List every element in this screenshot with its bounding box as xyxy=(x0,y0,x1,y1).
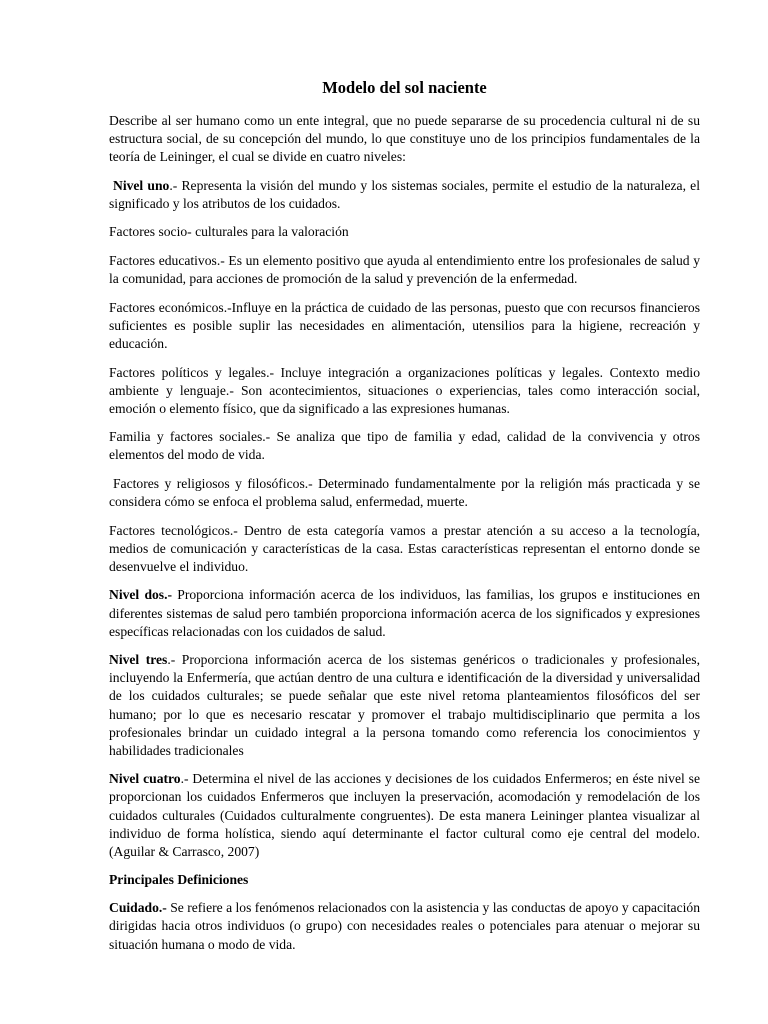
definiciones-heading: Principales Definiciones xyxy=(109,872,249,888)
nivel-cuatro-label: Nivel cuatro xyxy=(109,771,181,787)
familia-paragraph: Familia y factores sociales.- Se analiza que tipo de familia y edad, calidad de la convivencia y otros elementos del modo de vida. xyxy=(109,429,700,463)
document-title: Modelo del sol naciente xyxy=(322,78,487,97)
tecnologicos-paragraph: Factores tecnológicos.- Dentro de esta categoría vamos a prestar atención a su acceso a la tecnología, medios de comunicación y características de la casa. Estas características representan el entorno donde se desenvuelve el individuo. xyxy=(109,522,700,574)
factores-politicos-paragraph: Factores políticos y legales.- Incluye integración a organizaciones políticas y legales. Contexto medio ambiente y lenguaje.- Son acontecimientos, situaciones o experiencias, tales como interacción social, emoción o elemento físico, que da significado a las expresiones humanas. xyxy=(109,364,700,416)
factores-heading: Factores socio- culturales para la valoración xyxy=(109,224,349,240)
factores-educativos-paragraph: Factores educativos.- Es un elemento positivo que ayuda al entendimiento entre los profesionales de salud y la comunidad, para acciones de promoción de la salud y prevención de la enfermedad. xyxy=(109,253,700,287)
nivel-dos-paragraph xyxy=(109,586,700,640)
nivel-uno-text: .- Representa la visión del mundo y los sistemas sociales, permite el estudio de la naturaleza, el significado y los atributos de los cuidados. xyxy=(109,177,700,211)
nivel-cuatro-paragraph xyxy=(109,770,700,860)
factores-economicos-paragraph: Factores económicos.-Influye en la práctica de cuidado de las personas, puesto que con recursos financieros suficientes es posible suplir las necesidades en alimentación, utensilios para la higiene, recreación y educación. xyxy=(109,299,700,351)
intro-paragraph: Describe al ser humano como un ente integral, que no puede separarse de su procedencia cultural ni de su estructura social, de su concepción del mundo, lo que constituye uno de los principios fundamentales de la teoría de Leininger, el cual se divide en cuatro niveles: xyxy=(109,113,700,165)
nivel-dos-label: Nivel dos.- xyxy=(109,587,173,603)
nivel-dos-text: Proporciona información acerca de los individuos, las familias, los grupos e instituciones en diferentes sistemas de salud pero también proporciona información acerca de los significados y expresiones específicas relacionadas con los cuidados de salud. xyxy=(109,587,701,639)
nivel-uno-paragraph xyxy=(109,177,700,213)
nivel-cuatro-text: .- Determina el nivel de las acciones y decisiones de los cuidados Enfermeros; en éste nivel se proporcionan los cuidados Enfermeros que incluyen la preservación, acomodación y remodelación de los cuidados culturales (Cuidados culturalmente congruentes). De esta manera Leininger plantea visualizar al individuo de forma holística, siendo aquí determinante el factor cultural como eje central del modelo. (Aguilar & Carrasco, 2007) xyxy=(109,771,700,859)
cuidado-text: Se refiere a los fenómenos relacionados con la asistencia y las conductas de apoyo y capacitación dirigidas hacia otros individuos (o grupo) con necesidades reales o potenciales para atenuar o mejorar su situación humana o modo de vida. xyxy=(109,900,700,952)
nivel-tres-paragraph xyxy=(109,651,700,760)
religiosos-paragraph: Factores y religiosos y filosóficos.- Determinado fundamentalmente por la religión más practicada y se considera cómo se enfoca el problema salud, enfermedad, muerte. xyxy=(109,476,700,510)
nivel-uno-label: Nivel uno xyxy=(113,177,170,193)
nivel-tres-text: .- Proporciona información acerca de los sistemas genéricos o tradicionales y profesionales, incluyendo la Enfermería, que actúan dentro de una cultura e identificación de la diversidad y universalidad de los cuidados culturales; se puede señalar que este nivel retoma planteamientos filosóficos del ser humano; por lo que es necesario rescatar y promover el trabajo multidisciplinario que permita a los profesionales brindar un cuidado integral a la persona tomando como referencia los conocimientos y habilidades tradicionales xyxy=(109,652,700,758)
cuidado-label: Cuidado.- xyxy=(109,900,167,916)
cuidado-paragraph xyxy=(109,899,700,953)
nivel-tres-label: Nivel tres xyxy=(109,652,168,668)
